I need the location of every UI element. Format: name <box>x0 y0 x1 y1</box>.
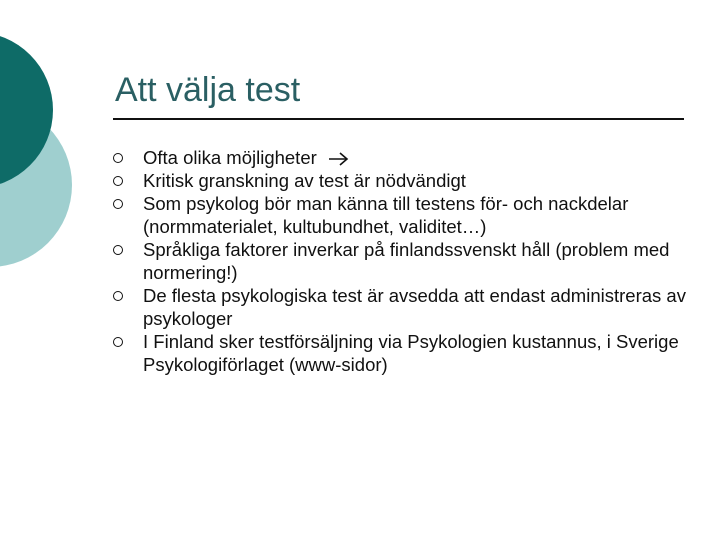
circle-bullet-icon <box>113 245 123 255</box>
bullet-list <box>113 146 693 376</box>
bullet-item <box>113 284 693 330</box>
bullet-text: Språkliga faktorer inverkar på finlandssvenskt håll (problem med normering!) <box>143 239 670 283</box>
bullet-text: Som psykolog bör man känna till testens för- och nackdelar (normmaterialet, kultubundhet, validitet…) <box>143 193 629 237</box>
bullet-item <box>113 146 693 169</box>
bullet-text: I Finland sker testförsäljning via Psykologien kustannus, i Sverige Psykologiförlaget (www-sidor) <box>143 331 679 375</box>
bullet-text: Kritisk granskning av test är nödvändigt <box>143 170 466 191</box>
slide-title: Att välja test <box>115 71 301 109</box>
bullet-item <box>113 192 693 238</box>
circle-bullet-icon <box>113 199 123 209</box>
circle-bullet-icon <box>113 176 123 186</box>
bullet-item <box>113 169 693 192</box>
circle-bullet-icon <box>113 291 123 301</box>
arrow-right-icon <box>328 152 350 166</box>
circle-bullet-icon <box>113 337 123 347</box>
circle-bullet-icon <box>113 153 123 163</box>
bullet-text: Ofta olika möjligheter <box>143 147 317 168</box>
title-underline <box>113 118 684 120</box>
bullet-item <box>113 330 693 376</box>
bullet-item <box>113 238 693 284</box>
bullet-text: De flesta psykologiska test är avsedda att endast administreras av psykologer <box>143 285 686 329</box>
